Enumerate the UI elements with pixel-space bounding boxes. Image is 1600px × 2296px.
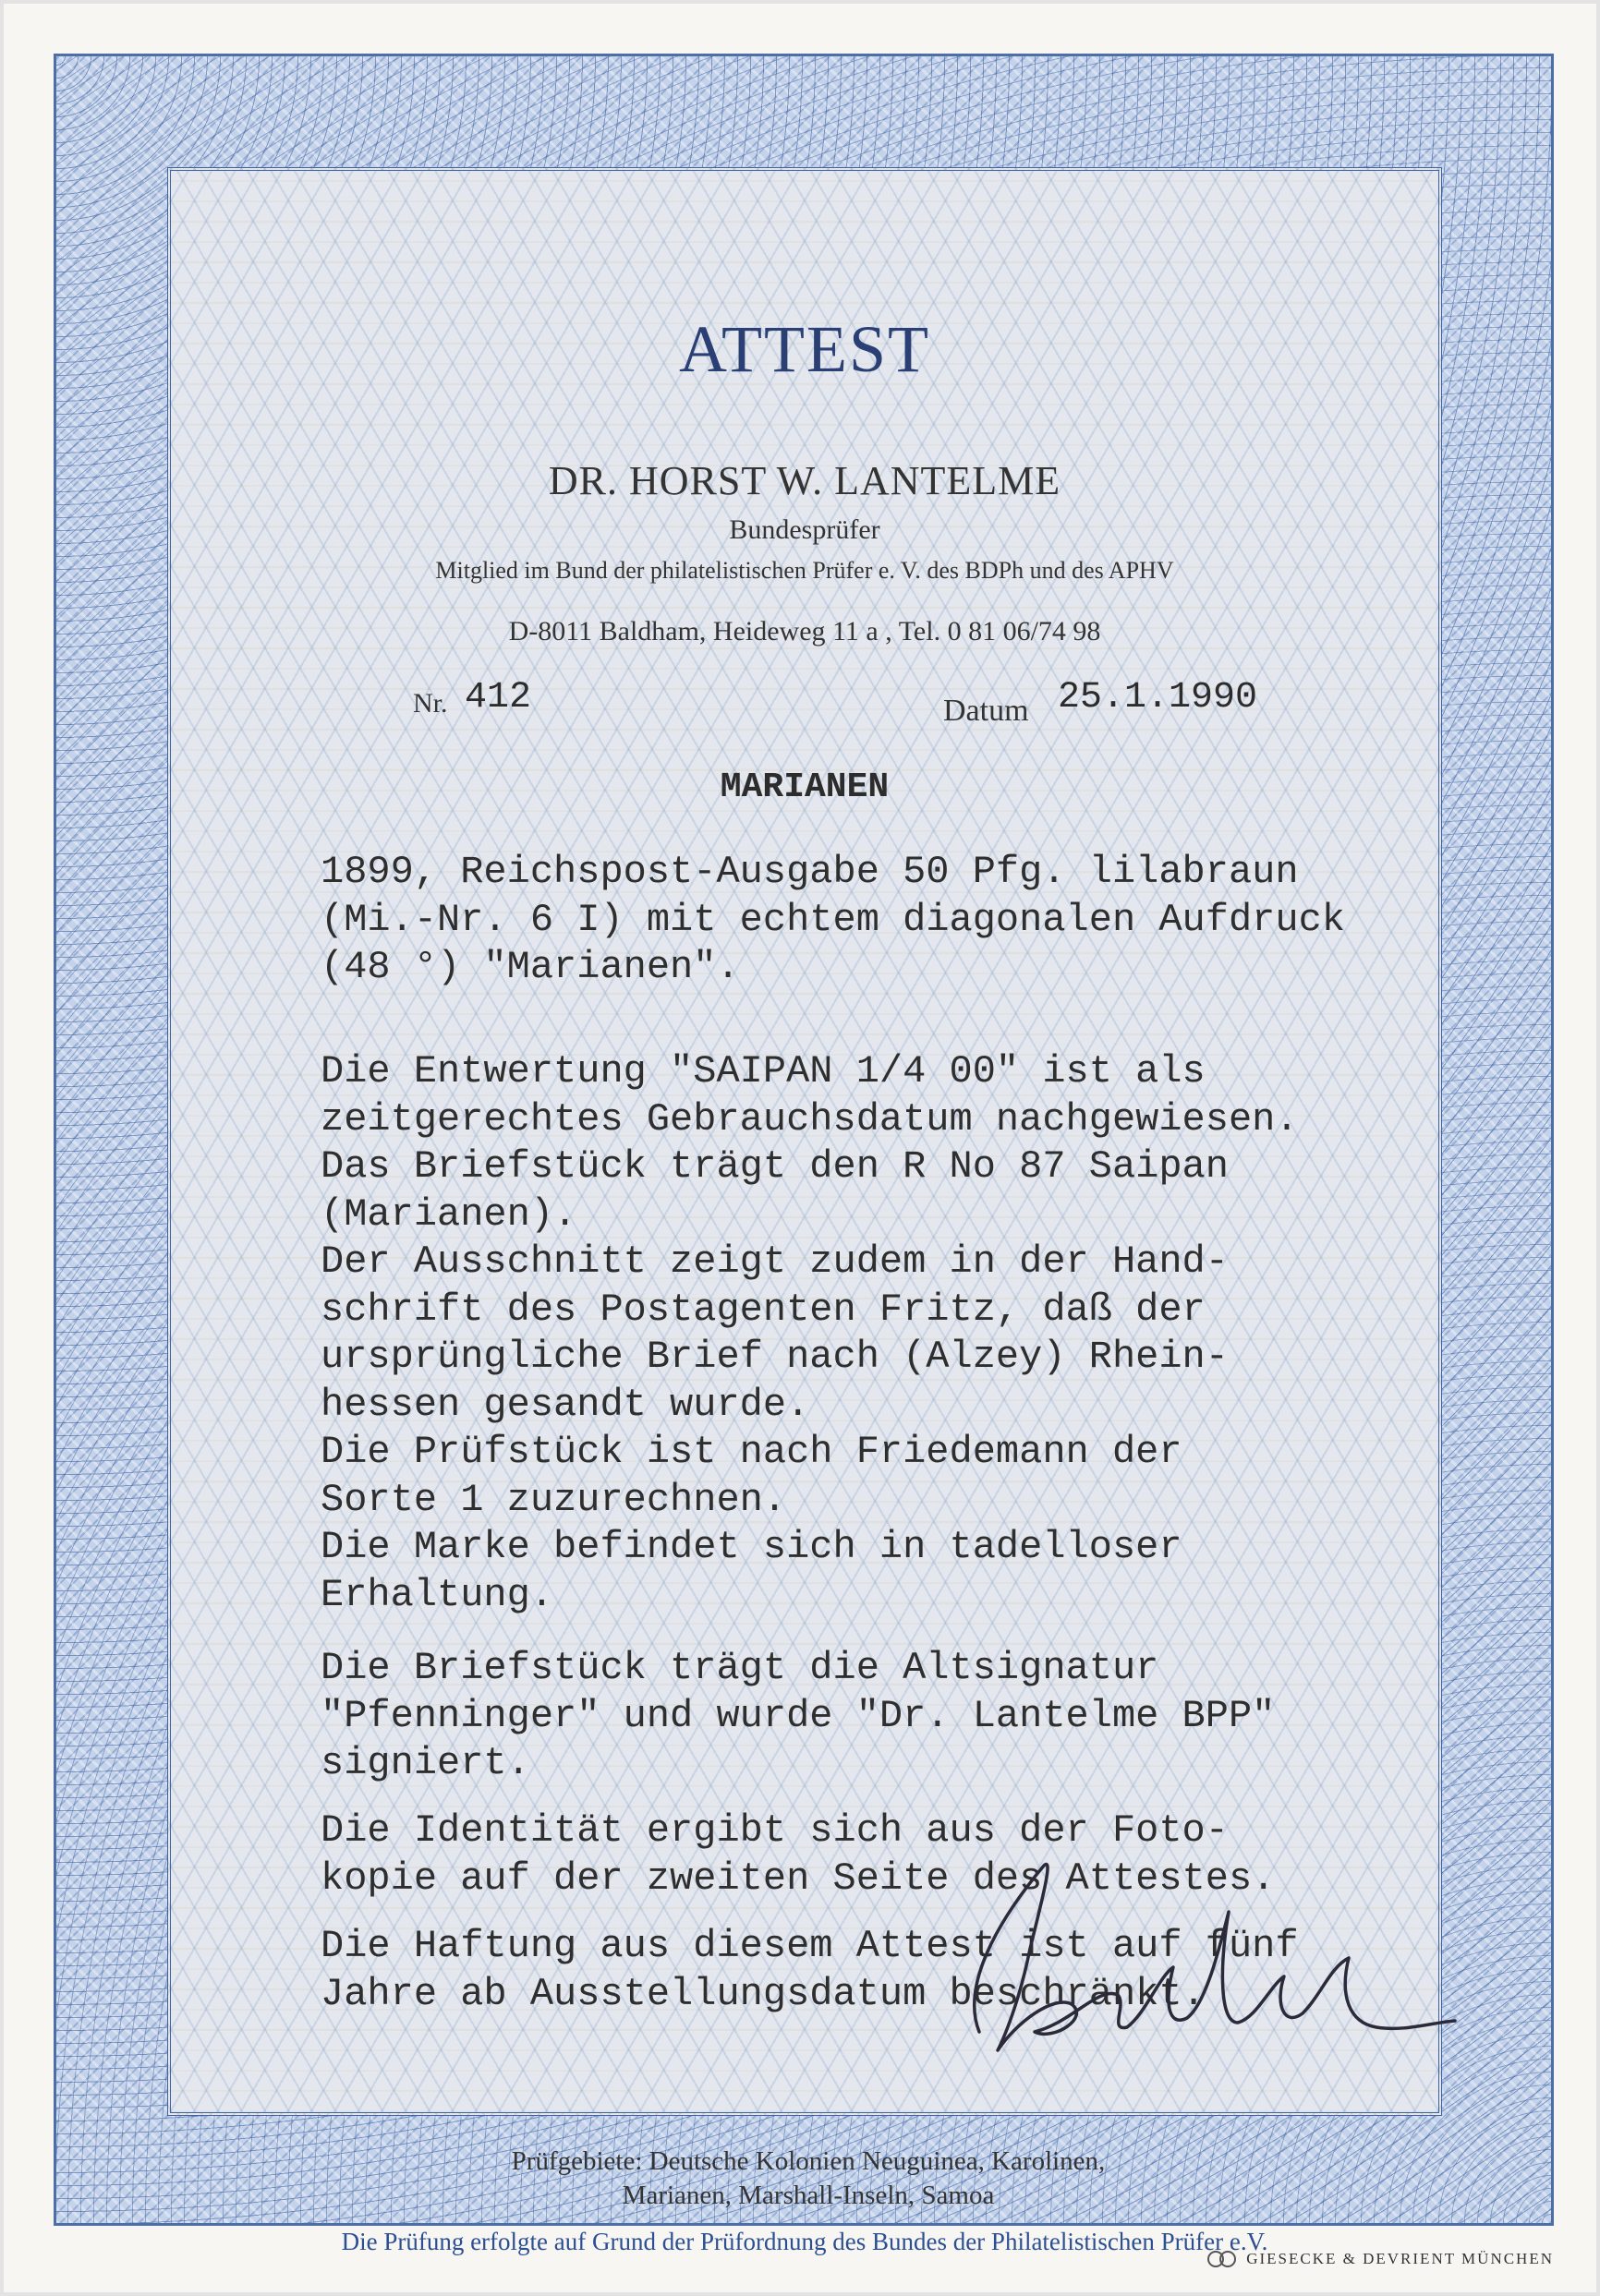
- text-line: kopie auf der zweiten Seite des Attestes.: [321, 1855, 1276, 1901]
- certificate-body: [167, 167, 1442, 2255]
- paragraph-signature: [321, 1645, 1275, 1788]
- certificate-date: 25.1.1990: [1058, 677, 1258, 719]
- text-line: schrift des Postagenten Fritz, daß der: [321, 1287, 1206, 1332]
- paragraph-stamp-description: [321, 849, 1345, 992]
- printer-name: GIESECKE & DEVRIENT MÜNCHEN: [1246, 2250, 1554, 2267]
- text-line: Die Entwertung "SAIPAN 1/4 00" ist als: [321, 1049, 1206, 1094]
- printer-logo-icon: [1206, 2250, 1239, 2268]
- text-line: Die Haftung aus diesem Attest ist auf fünf: [321, 1924, 1299, 1968]
- text-line: hessen gesandt wurde.: [321, 1382, 810, 1427]
- text-line: Die Prüfstück ist nach Friedemann der: [321, 1430, 1182, 1474]
- section-heading: MARIANEN: [720, 767, 890, 807]
- certificate-number: 412: [465, 677, 532, 719]
- text-line: Die Briefstück trägt die Altsignatur: [321, 1646, 1159, 1690]
- text-line: Jahre ab Ausstellungsdatum beschränkt.: [321, 1971, 1206, 2016]
- examination-note: Die Prüfung erfolgte auf Grund der Prüfordnung des Bundes der Philatelistischen Prüfer e.V.: [341, 2228, 1268, 2255]
- number-label: Nr.: [413, 688, 448, 719]
- text-line: signiert.: [321, 1741, 530, 1785]
- text-line: Die Identität ergibt sich aus der Foto-: [321, 1808, 1229, 1853]
- text-line: (Marianen).: [321, 1191, 577, 1237]
- text-line: ursprüngliche Brief nach (Alzey) Rhein-: [321, 1335, 1229, 1379]
- text-line: Erhaltung.: [321, 1572, 554, 1617]
- address-line: D-8011 Baldham, Heideweg 11 a , Tel. 0 81 06/74 98: [508, 616, 1101, 647]
- text-line: Das Briefstück trägt den R No 87 Saipan: [321, 1144, 1229, 1189]
- printer-imprint: [1206, 2250, 1554, 2268]
- test-areas-line-2: Marianen, Marshall-Inseln, Samoa: [622, 2181, 995, 2210]
- examiner-name: DR. HORST W. LANTELME: [548, 458, 1061, 503]
- text-line: 1899, Reichspost-Ausgabe 50 Pfg. lilabraun: [321, 850, 1299, 894]
- paragraph-cancellation: [321, 1048, 1299, 1619]
- text-line: zeitgerechtes Gebrauchsdatum nachgewiesen.: [321, 1096, 1299, 1142]
- text-line: Sorte 1 zuzurechnen.: [321, 1477, 787, 1522]
- test-areas-line-1: Prüfgebiete: Deutsche Kolonien Neuguinea, Karolinen,: [511, 2146, 1106, 2176]
- text-line: (48 °) "Marianen".: [321, 945, 740, 989]
- test-areas: [171, 2145, 1446, 2213]
- text-line: Die Marke befindet sich in tadelloser: [321, 1525, 1182, 1569]
- text-line: (Mi.-Nr. 6 I) mit echtem diagonalen Aufdruck: [321, 897, 1345, 942]
- date-label: Datum: [943, 694, 1029, 728]
- handwritten-signature: [942, 1838, 1460, 2078]
- membership-line: Mitglied im Bund der philatelistischen Prüfer e. V. des BDPh und des APHV: [435, 557, 1174, 584]
- examiner-role: Bundesprüfer: [729, 514, 880, 545]
- text-line: "Pfenninger" und wurde "Dr. Lantelme BPP": [321, 1693, 1276, 1738]
- certificate-title: ATTEST: [679, 312, 930, 386]
- text-line: Der Ausschnitt zeigt zudem in der Hand-: [321, 1239, 1229, 1284]
